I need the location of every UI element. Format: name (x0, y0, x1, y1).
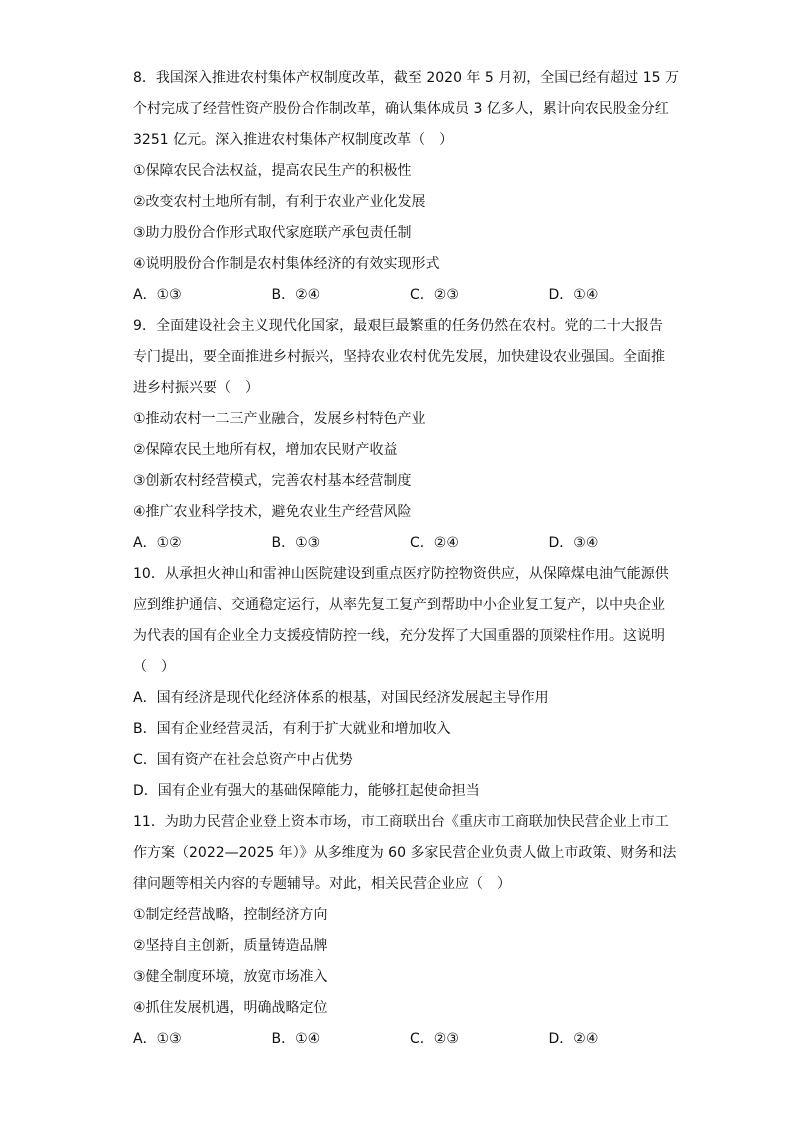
statement: ②保障农民土地所有权，增加农民财产收益 (133, 442, 398, 458)
statement: ③创新农村经营模式，完善农村基本经营制度 (133, 473, 412, 489)
answer-option-b: B．②④ (271, 287, 321, 303)
answer-choice-d: D．国有企业有强大的基础保障能力，能够扛起使命担当 (133, 783, 480, 799)
statement: ④推广农业科学技术，避免农业生产经营风险 (133, 504, 412, 520)
answer-option-d: D．③④ (548, 535, 599, 551)
answer-choice-b: B．国有企业经营灵活，有利于扩大就业和增加收入 (133, 721, 451, 737)
answer-options (133, 528, 663, 559)
question-stem-line: 9．全面建设社会主义现代化国家，最艰巨最繁重的任务仍然在农村。党的二十大报告 (133, 318, 663, 334)
answer-option-c: C．②④ (410, 535, 459, 551)
statement: ③助力股份合作形式取代家庭联产承包责任制 (133, 225, 412, 241)
question-stem-line: 应到维护通信、交通稳定运行，从率先复工复产到帮助中小企业复工复产，以中央企业 (133, 597, 665, 613)
statement: ①推动农村一二三产业融合，发展乡村特色产业 (133, 411, 426, 427)
question-list (133, 63, 679, 1055)
statement: ③健全制度环境，放宽市场准入 (133, 969, 328, 985)
question-stem-line: （ ） (133, 659, 175, 675)
question-stem-line: 个村完成了经营性资产股份合作制改革，确认集体成员 3 亿多人，累计向农民股金分红 (133, 101, 669, 117)
question-stem-line: 为代表的国有企业全力支援疫情防控一线，充分发挥了大国重器的顶梁柱作用。这说明 (133, 628, 665, 644)
question-11 (133, 807, 677, 1055)
statement: ②坚持自主创新，质量铸造品牌 (133, 938, 328, 954)
question-stem-line: 10．从承担火神山和雷神山医院建设到重点医疗防控物资供应，从保障煤电油气能源供 (133, 566, 669, 582)
question-stem-line: 11．为助力民营企业登上资本市场，市工商联出台《重庆市工商联加快民营企业上市工 (133, 814, 669, 830)
answer-options (133, 1024, 663, 1055)
question-stem-line: 作方案（2022—2025 年）》从多维度为 60 多家民营企业负责人做上市政策、财务和法 (133, 845, 677, 861)
statement: ④抓住发展机遇，明确战略定位 (133, 1000, 328, 1016)
question-stem-line: 进乡村振兴要（ ） (133, 380, 259, 396)
answer-options (133, 280, 663, 311)
answer-option-a: A．①② (133, 535, 182, 551)
question-stem-line: 8．我国深入推进农村集体产权制度改革，截至 2020 年 5 月初，全国已经有超过 15 万 (133, 70, 679, 86)
statement: ①保障农民合法权益，提高农民生产的积极性 (133, 163, 412, 179)
statement: ④说明股份合作制是农村集体经济的有效实现形式 (133, 256, 440, 272)
answer-option-d: D．②④ (548, 1031, 599, 1047)
question-stem-line: 律问题等相关内容的专题辅导。对此，相关民营企业应（ ） (133, 876, 511, 892)
statement: ②改变农村土地所有制，有利于农业产业化发展 (133, 194, 426, 210)
question-stem-line: 3251 亿元。深入推进农村集体产权制度改革（ ） (133, 132, 454, 148)
answer-choice-c: C．国有资产在社会总资产中占优势 (133, 752, 353, 768)
answer-option-c: C．②③ (410, 287, 459, 303)
question-stem-line: 专门提出，要全面推进乡村振兴，坚持农业农村优先发展，加快建设农业强国。全面推 (133, 349, 665, 365)
answer-option-a: A．①③ (133, 1031, 182, 1047)
question-10 (133, 559, 669, 807)
answer-option-d: D．①④ (548, 287, 599, 303)
answer-option-b: B．①④ (271, 1031, 321, 1047)
question-8 (133, 63, 679, 311)
answer-option-a: A．①③ (133, 287, 182, 303)
answer-option-c: C．②③ (410, 1031, 459, 1047)
answer-choice-a: A．国有经济是现代化经济体系的根基，对国民经济发展起主导作用 (133, 690, 549, 706)
answer-option-b: B．①③ (271, 535, 321, 551)
question-9 (133, 311, 663, 559)
statement: ①制定经营战略，控制经济方向 (133, 907, 328, 923)
